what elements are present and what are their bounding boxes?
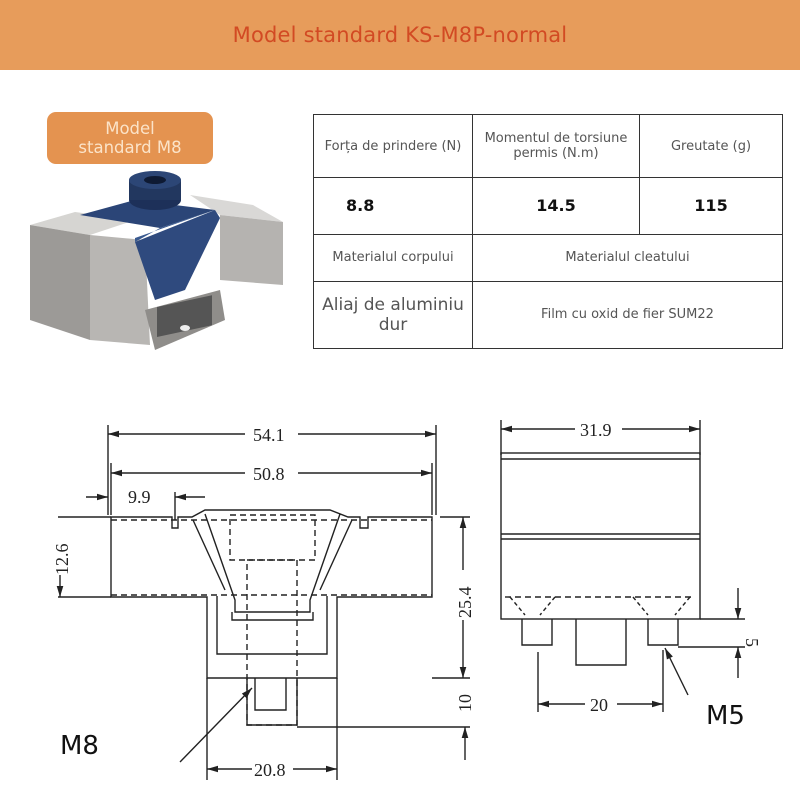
spec-values-row: [314, 178, 783, 234]
value-torque: 14.5: [473, 178, 640, 234]
dim-inner-width: 50.8: [253, 464, 285, 484]
dim-wing-height: 12.6: [52, 543, 72, 575]
value-clamping-force: 8.8: [314, 178, 473, 234]
dim-screw-length: 10: [455, 694, 475, 712]
dim-base-width: 20.8: [254, 760, 286, 780]
spec-header-row: [314, 115, 783, 178]
dim-side-width: 31.9: [580, 420, 612, 440]
header-clamping-force: Forța de prindere (N): [314, 115, 473, 178]
thread-label-m5: M5: [706, 701, 745, 731]
value-cleat-material: Film cu oxid de fier SUM22: [473, 281, 783, 348]
clamp-product-image: [25, 170, 295, 365]
side-view: [501, 420, 762, 731]
header-body-material: Materialul corpului: [314, 234, 473, 281]
dim-screw-spacing: 20: [590, 695, 608, 715]
technical-drawing: [0, 390, 800, 800]
material-header-row: [314, 234, 783, 281]
header-torque: Momentul de torsiune permis (N.m): [473, 115, 640, 178]
page-title: Model standard KS-M8P-normal: [232, 23, 568, 47]
badge-line-2: standard M8: [78, 138, 182, 157]
spec-table: [313, 114, 783, 349]
header-cleat-material: Materialul cleatului: [473, 234, 783, 281]
value-weight: 115: [640, 178, 783, 234]
value-body-material: Aliaj de aluminiu dur: [314, 281, 473, 348]
dim-slot-offset: 9.9: [128, 487, 151, 507]
header-banner: [0, 0, 800, 70]
badge-line-1: Model: [105, 119, 155, 138]
dim-screw-protrusion: 5: [742, 638, 762, 647]
dim-overall-width: 54.1: [253, 425, 285, 445]
front-view: [52, 425, 475, 780]
dim-body-height: 25.4: [455, 586, 475, 618]
material-values-row: [314, 281, 783, 348]
header-weight: Greutate (g): [640, 115, 783, 178]
model-badge: [47, 112, 213, 164]
thread-label-m8: M8: [60, 731, 99, 761]
